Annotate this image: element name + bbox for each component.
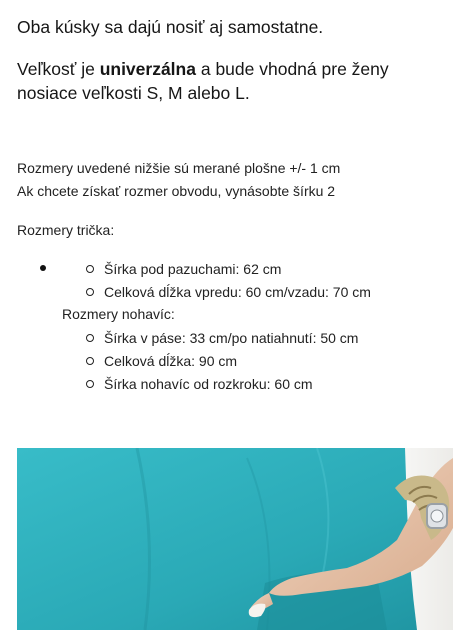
product-photo <box>17 448 453 630</box>
pants-item-length: Celková dĺžka: 90 cm <box>104 353 238 369</box>
tshirt-item-length: Celková dĺžka vpredu: 60 cm/vzadu: 70 cm <box>104 284 371 300</box>
size-universal: univerzálna <box>99 59 196 79</box>
size-note <box>17 57 437 105</box>
circumference-note: Ak chcete získať rozmer obvodu, vynásobte šírku 2 <box>17 183 336 199</box>
bullet-icon <box>40 265 46 271</box>
product-photo-illustration <box>17 448 453 630</box>
pants-dimensions-heading: Rozmery nohavíc: <box>62 306 175 322</box>
circle-bullet-icon <box>86 288 94 296</box>
size-suffix: a bude vhodná pre ženy nosiace veľkosti S, M alebo L. <box>17 59 389 103</box>
pants-item-leg-width: Šírka nohavíc od rozkroku: 60 cm <box>104 376 313 392</box>
standalone-note: Oba kúsky sa dajú nosiť aj samostatne. <box>17 17 324 37</box>
size-prefix: Veľkosť je <box>17 59 100 79</box>
tshirt-dimensions-heading: Rozmery trička: <box>17 222 115 238</box>
tshirt-item-width: Šírka pod pazuchami: 62 cm <box>104 261 282 277</box>
pants-item-waist: Šírka v páse: 33 cm/po natiahnutí: 50 cm <box>104 330 359 346</box>
circle-bullet-icon <box>86 334 94 342</box>
circle-bullet-icon <box>86 380 94 388</box>
circle-bullet-icon <box>86 357 94 365</box>
circle-bullet-icon <box>86 265 94 273</box>
measurement-note: Rozmery uvedené nižšie sú merané plošne +/- 1 cm <box>17 160 341 176</box>
